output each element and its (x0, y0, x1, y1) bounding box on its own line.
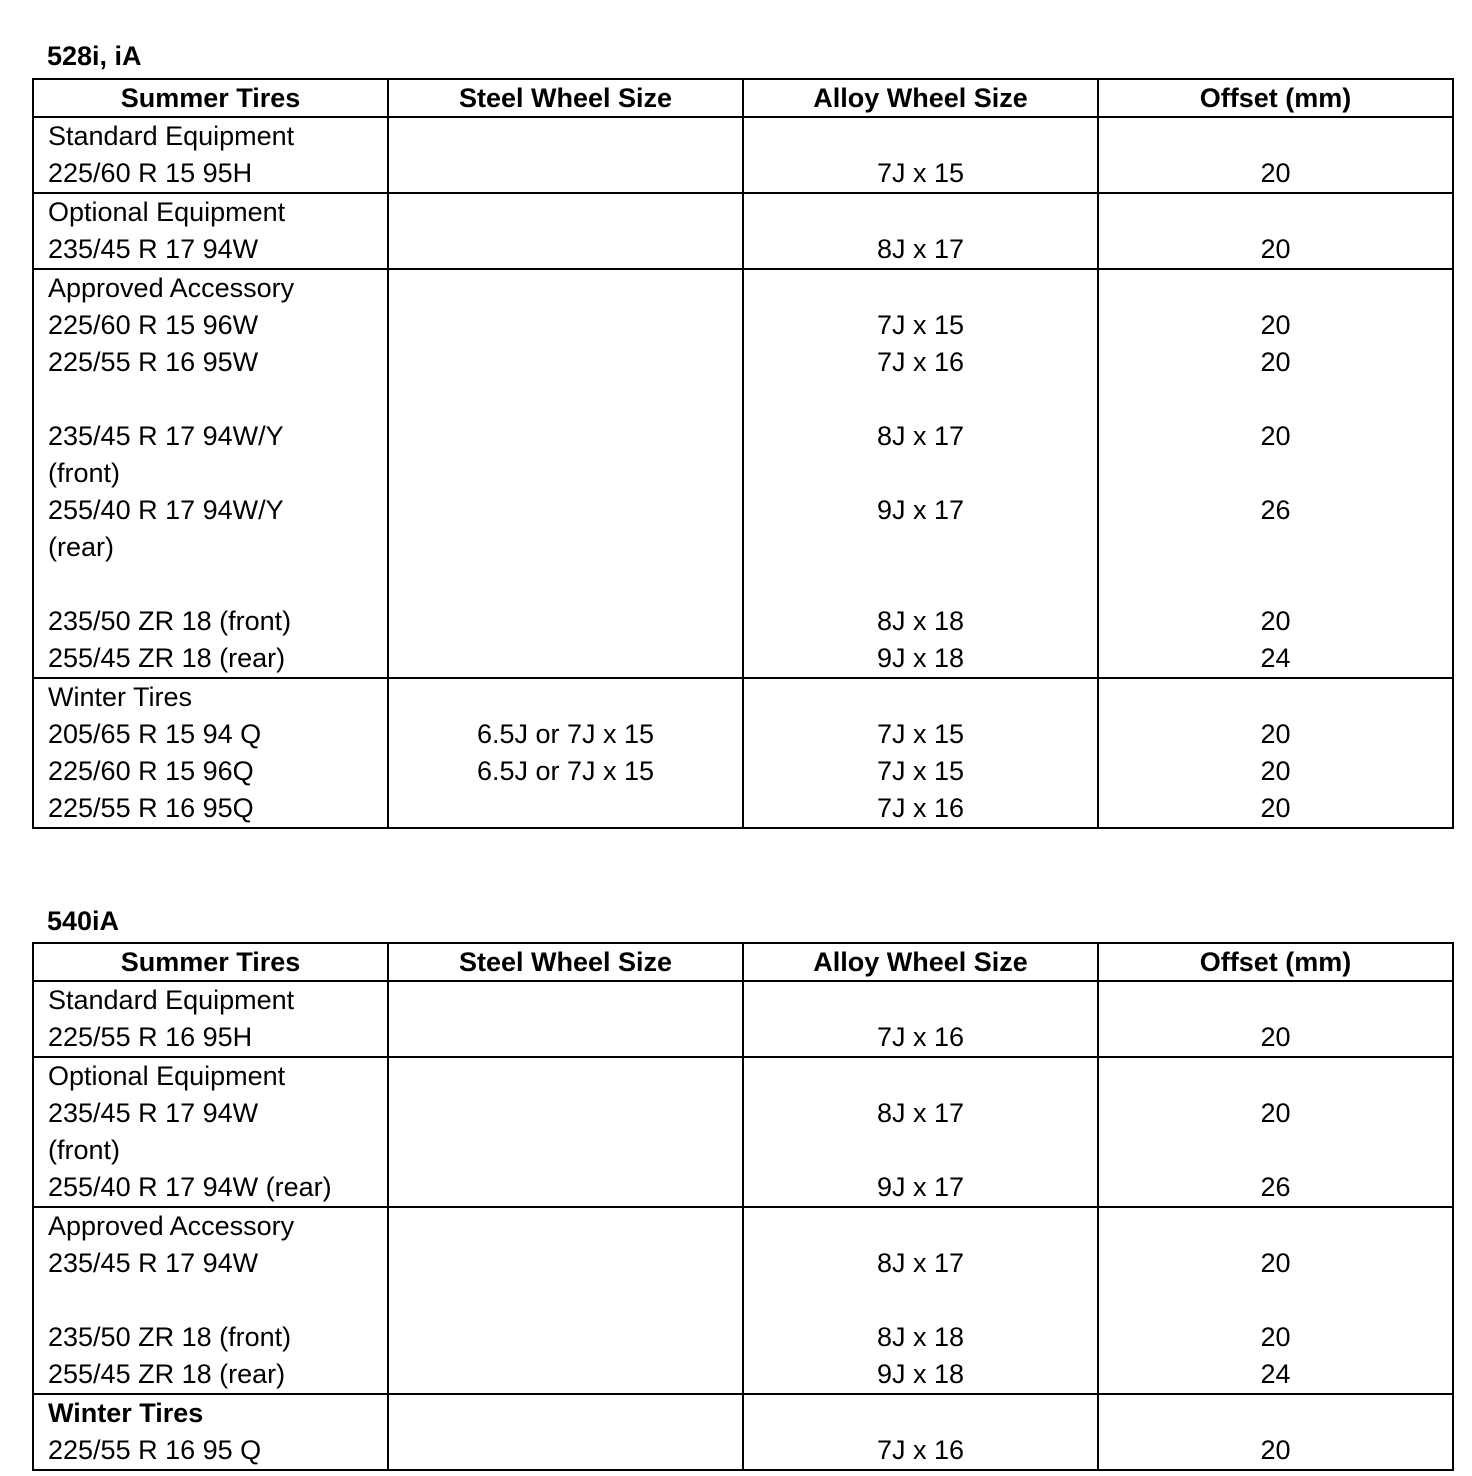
tire-line: (rear) (48, 532, 114, 562)
alloy-value (744, 270, 1097, 307)
steel-value: 6.5J or 7J x 15 (476, 719, 655, 749)
alloy-wheel-cell (743, 269, 1098, 678)
header-steel-wheel-size: Steel Wheel Size (388, 943, 743, 981)
offset-value: 20 (1260, 234, 1291, 264)
alloy-value: 7J x 15 (876, 310, 965, 340)
header-row (33, 79, 1453, 117)
alloy-value (744, 679, 1097, 716)
alloy-value: 8J x 17 (876, 234, 965, 264)
steel-value (389, 566, 742, 603)
tire-line: (front) (48, 458, 121, 488)
alloy-value (744, 1058, 1097, 1095)
offset-cell (1098, 678, 1453, 828)
alloy-wheel-cell (743, 1207, 1098, 1394)
steel-value (389, 1356, 742, 1393)
steel-value (389, 1208, 742, 1245)
header-offset: Offset (mm) (1098, 79, 1453, 117)
tire-table-540 (32, 942, 1454, 1471)
steel-wheel-cell (388, 269, 743, 678)
alloy-value: 9J x 17 (876, 1172, 965, 1202)
tire-line (48, 1282, 387, 1319)
offset-value (1099, 1058, 1452, 1095)
header-summer-tires: Summer Tires (33, 943, 388, 981)
table-row (33, 678, 1453, 828)
tire-line (48, 381, 387, 418)
offset-value (1099, 455, 1452, 492)
header-row (33, 943, 1453, 981)
steel-value (389, 1432, 742, 1469)
offset-value (1099, 1208, 1452, 1245)
alloy-value: 9J x 18 (876, 643, 965, 673)
offset-cell (1098, 981, 1453, 1057)
steel-value (389, 1282, 742, 1319)
offset-cell (1098, 269, 1453, 678)
tire-line: Standard Equipment (48, 985, 295, 1015)
alloy-value: 7J x 16 (876, 1022, 965, 1052)
steel-value (389, 529, 742, 566)
tire-size-cell (33, 981, 388, 1057)
offset-value: 20 (1260, 756, 1291, 786)
tire-line: 235/45 R 17 94W (48, 234, 259, 264)
alloy-wheel-cell (743, 678, 1098, 828)
alloy-value: 7J x 16 (876, 347, 965, 377)
steel-wheel-cell (388, 678, 743, 828)
tire-line: 225/60 R 15 96Q (48, 756, 254, 786)
offset-value (1099, 1132, 1452, 1169)
offset-value (1099, 982, 1452, 1019)
offset-value: 26 (1260, 495, 1291, 525)
steel-wheel-cell (388, 981, 743, 1057)
offset-value: 24 (1260, 643, 1291, 673)
alloy-value (744, 118, 1097, 155)
alloy-value: 8J x 17 (876, 1098, 965, 1128)
alloy-value (744, 529, 1097, 566)
alloy-value: 8J x 18 (876, 1322, 965, 1352)
offset-value (1099, 381, 1452, 418)
offset-value: 20 (1260, 421, 1291, 451)
steel-value (389, 640, 742, 677)
offset-value: 20 (1260, 1322, 1291, 1352)
tire-size-cell (33, 269, 388, 678)
header-alloy-wheel-size: Alloy Wheel Size (743, 943, 1098, 981)
steel-wheel-cell (388, 1207, 743, 1394)
steel-value (389, 1019, 742, 1056)
steel-value (389, 1245, 742, 1282)
alloy-value (744, 194, 1097, 231)
alloy-wheel-cell (743, 1057, 1098, 1207)
alloy-wheel-cell (743, 981, 1098, 1057)
tire-line: 235/50 ZR 18 (front) (48, 1322, 292, 1352)
steel-value (389, 603, 742, 640)
tire-line: Approved Accessory (48, 1211, 295, 1241)
steel-value (389, 270, 742, 307)
alloy-value: 8J x 17 (876, 1248, 965, 1278)
tire-line: Winter Tires (48, 1398, 204, 1428)
offset-value: 20 (1260, 719, 1291, 749)
offset-value: 26 (1260, 1172, 1291, 1202)
tire-line: 225/60 R 15 96W (48, 310, 259, 340)
offset-value (1099, 679, 1452, 716)
steel-wheel-cell (388, 1057, 743, 1207)
alloy-value: 8J x 17 (876, 421, 965, 451)
tire-line: 235/45 R 17 94W (48, 1098, 259, 1128)
offset-value: 20 (1260, 1098, 1291, 1128)
alloy-value (744, 566, 1097, 603)
alloy-wheel-cell (743, 117, 1098, 193)
offset-value: 20 (1260, 310, 1291, 340)
alloy-value (744, 982, 1097, 1019)
steel-value (389, 1132, 742, 1169)
offset-value: 20 (1260, 793, 1291, 823)
tire-line: 225/55 R 16 95Q (48, 793, 254, 823)
tire-line: 225/55 R 16 95H (48, 1022, 253, 1052)
offset-value (1099, 529, 1452, 566)
offset-cell (1098, 193, 1453, 269)
alloy-value: 7J x 15 (876, 719, 965, 749)
alloy-value: 7J x 16 (876, 793, 965, 823)
steel-value: 6.5J or 7J x 15 (476, 756, 655, 786)
tire-line: 235/50 ZR 18 (front) (48, 606, 292, 636)
tire-line: Standard Equipment (48, 121, 295, 151)
steel-value (389, 381, 742, 418)
offset-value: 20 (1260, 1435, 1291, 1465)
offset-value: 20 (1260, 347, 1291, 377)
tire-line: 255/45 ZR 18 (rear) (48, 643, 286, 673)
offset-value: 20 (1260, 1022, 1291, 1052)
tire-size-cell (33, 193, 388, 269)
tire-line: 235/45 R 17 94W/Y (48, 421, 284, 451)
alloy-value: 7J x 15 (876, 158, 965, 188)
tire-line: Approved Accessory (48, 273, 295, 303)
offset-value (1099, 566, 1452, 603)
tire-line: 205/65 R 15 94 Q (48, 719, 262, 749)
tire-size-cell (33, 1057, 388, 1207)
offset-cell (1098, 1057, 1453, 1207)
tire-size-cell (33, 117, 388, 193)
tire-line: 255/40 R 17 94W (rear) (48, 1172, 332, 1202)
offset-cell (1098, 1207, 1453, 1394)
table-row (33, 193, 1453, 269)
tire-line: 225/60 R 15 95H (48, 158, 253, 188)
steel-value (389, 194, 742, 231)
steel-value (389, 1169, 742, 1206)
offset-cell (1098, 1394, 1453, 1470)
offset-value: 20 (1260, 1248, 1291, 1278)
header-offset: Offset (mm) (1098, 943, 1453, 981)
table-body (33, 981, 1453, 1470)
alloy-value: 9J x 17 (876, 495, 965, 525)
alloy-value (744, 455, 1097, 492)
tire-line: Winter Tires (48, 682, 193, 712)
tire-line: Optional Equipment (48, 1061, 286, 1091)
table-row (33, 1394, 1453, 1470)
offset-value (1099, 118, 1452, 155)
steel-value (389, 418, 742, 455)
header-alloy-wheel-size: Alloy Wheel Size (743, 79, 1098, 117)
alloy-value (744, 381, 1097, 418)
header-steel-wheel-size: Steel Wheel Size (388, 79, 743, 117)
offset-value (1099, 270, 1452, 307)
tire-size-cell (33, 678, 388, 828)
tire-table-528 (32, 78, 1454, 829)
section-title-540: 540iA (47, 906, 120, 936)
header-summer-tires: Summer Tires (33, 79, 388, 117)
tire-line: 255/45 ZR 18 (rear) (48, 1359, 286, 1389)
steel-value (389, 307, 742, 344)
steel-value (389, 982, 742, 1019)
steel-value (389, 231, 742, 268)
table-row (33, 1207, 1453, 1394)
alloy-value: 8J x 18 (876, 606, 965, 636)
steel-value (389, 118, 742, 155)
table-row (33, 117, 1453, 193)
steel-value (389, 155, 742, 192)
alloy-value: 7J x 16 (876, 1435, 965, 1465)
alloy-value (744, 1208, 1097, 1245)
table-row (33, 1057, 1453, 1207)
steel-value (389, 1319, 742, 1356)
offset-value (1099, 1395, 1452, 1432)
offset-value: 24 (1260, 1359, 1291, 1389)
steel-value (389, 455, 742, 492)
steel-value (389, 1395, 742, 1432)
table-row (33, 981, 1453, 1057)
tire-line: 235/45 R 17 94W (48, 1248, 259, 1278)
alloy-value (744, 1395, 1097, 1432)
offset-value (1099, 194, 1452, 231)
steel-value (389, 790, 742, 827)
tire-line: 225/55 R 16 95W (48, 347, 259, 377)
steel-value (389, 344, 742, 381)
tire-size-cell (33, 1394, 388, 1470)
steel-value (389, 492, 742, 529)
alloy-wheel-cell (743, 1394, 1098, 1470)
steel-wheel-cell (388, 1394, 743, 1470)
steel-wheel-cell (388, 193, 743, 269)
table-row (33, 269, 1453, 678)
table-body (33, 117, 1453, 828)
offset-value (1099, 1282, 1452, 1319)
steel-value (389, 1095, 742, 1132)
steel-wheel-cell (388, 117, 743, 193)
alloy-wheel-cell (743, 193, 1098, 269)
tire-line: (front) (48, 1135, 121, 1165)
tire-line: Optional Equipment (48, 197, 286, 227)
tire-line: 225/55 R 16 95 Q (48, 1435, 262, 1465)
alloy-value (744, 1282, 1097, 1319)
tire-size-cell (33, 1207, 388, 1394)
tire-line (48, 566, 387, 603)
alloy-value: 7J x 15 (876, 756, 965, 786)
steel-value (389, 1058, 742, 1095)
steel-value (389, 679, 742, 716)
alloy-value: 9J x 18 (876, 1359, 965, 1389)
offset-value: 20 (1260, 158, 1291, 188)
offset-value: 20 (1260, 606, 1291, 636)
alloy-value (744, 1132, 1097, 1169)
section-title-528: 528i, iA (47, 41, 142, 71)
offset-cell (1098, 117, 1453, 193)
tire-line: 255/40 R 17 94W/Y (48, 495, 284, 525)
